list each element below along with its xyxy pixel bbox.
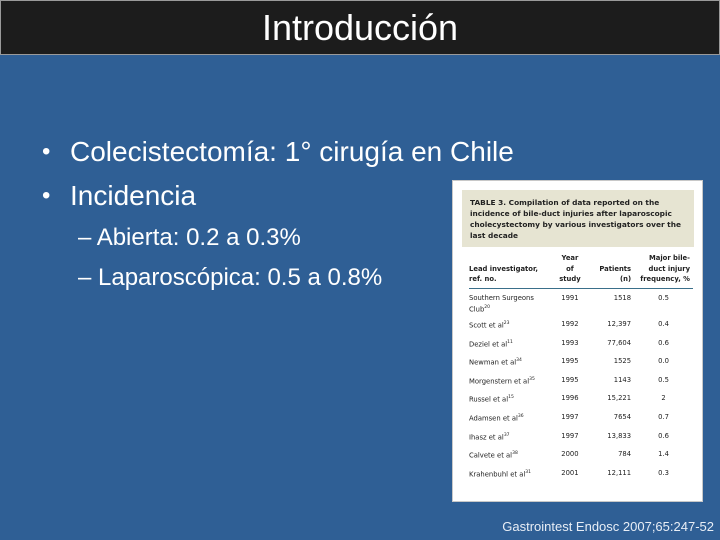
cell-year-text: 2001 [561, 468, 579, 477]
cell-year [554, 445, 586, 464]
reference-number: 15 [508, 395, 514, 401]
cell-injury-frequency [634, 315, 693, 334]
table-caption: TABLE 3. Compilation of data reported on the incidence of bile-duct injuries after laparoscopic cholecystectomy by various investigators over the last decade [462, 190, 694, 247]
table-row [469, 315, 693, 334]
cell-lead-investigator [469, 352, 554, 371]
reference-number: 23 [503, 321, 510, 326]
reference-number: 36 [517, 413, 524, 419]
cell-patients-text: 77,604 [607, 338, 632, 347]
cell-year [554, 315, 586, 334]
cell-patients-text: 12,397 [607, 320, 632, 328]
reference-number: 31 [525, 469, 531, 475]
cell-injury-frequency-text: 0.5 [658, 375, 669, 384]
cell-patients [586, 315, 634, 334]
cell-injury-frequency-text: 0.5 [658, 293, 669, 302]
bullet-dot-icon: • [42, 138, 51, 165]
bile-duct-injury-table [469, 253, 693, 482]
sub-bullet-laparoscopic: – Laparoscópica: 0.5 a 0.8% [78, 264, 383, 291]
cell-injury-frequency [634, 464, 693, 483]
cell-year-text: 1995 [561, 375, 579, 384]
table-row [469, 371, 693, 390]
cell-injury-frequency [634, 445, 693, 464]
cell-patients-text: 13,833 [607, 431, 632, 440]
table-header-row [469, 253, 693, 288]
data-table-image [452, 180, 703, 502]
cell-lead-investigator-text: Deziel et al [469, 339, 508, 348]
cell-lead-investigator-text: Calvete et al [469, 451, 513, 460]
cell-patients [586, 389, 634, 408]
cell-year [554, 464, 586, 483]
cell-lead-investigator-text: Scott et al [469, 321, 504, 330]
table-row [469, 334, 693, 353]
cell-injury-frequency-text: 0.0 [658, 357, 669, 366]
cell-lead-investigator-text: Adamsen et al [469, 414, 518, 423]
cell-injury-frequency-text: 0.4 [658, 320, 669, 328]
reference-number: 20 [484, 304, 490, 310]
cell-lead-investigator [469, 371, 554, 390]
cell-patients [586, 352, 634, 371]
cell-injury-frequency [634, 389, 693, 408]
table-row [469, 352, 693, 371]
cell-injury-frequency-text: 0.7 [658, 412, 669, 421]
cell-injury-frequency-text: 1.4 [658, 450, 669, 459]
cell-patients-text: 7654 [613, 412, 632, 421]
cell-lead-investigator [469, 288, 554, 315]
cell-patients [586, 445, 634, 464]
cell-injury-frequency [634, 408, 693, 427]
cell-lead-investigator [469, 408, 554, 427]
cell-year [554, 408, 586, 427]
cell-lead-investigator [469, 445, 554, 464]
cell-patients [586, 334, 634, 353]
cell-year [554, 389, 586, 408]
cell-year-text: 1993 [561, 338, 579, 347]
cell-year-text: 1995 [561, 357, 579, 366]
sub-bullet-open: – Abierta: 0.2 a 0.3% [78, 224, 301, 251]
cell-injury-frequency [634, 427, 693, 446]
cell-injury-frequency-text: 0.6 [658, 431, 669, 440]
cell-patients-text: 1143 [613, 375, 632, 384]
cell-lead-investigator-text: Morgenstern et al [469, 377, 530, 386]
cell-lead-investigator-text: Newman et al [469, 358, 517, 367]
reference-number: 37 [503, 432, 510, 438]
table-row [469, 427, 693, 446]
table-row [469, 464, 693, 483]
cell-year [554, 288, 586, 315]
header-lead-investigator: Lead investigator, ref. no. [469, 253, 554, 288]
header-injury-frequency: Major bile-duct injury frequency, % [634, 253, 693, 288]
cell-year-text: 1992 [561, 320, 579, 328]
cell-patients [586, 288, 634, 315]
cell-year-text: 1997 [561, 412, 579, 421]
table-row [469, 408, 693, 427]
cell-patients-text: 1525 [613, 357, 632, 366]
cell-injury-frequency-text: 0.3 [658, 468, 669, 477]
cell-lead-investigator [469, 334, 554, 353]
cell-injury-frequency [634, 334, 693, 353]
cell-patients-text: 15,221 [607, 394, 632, 403]
reference-number: 34 [516, 358, 522, 364]
cell-year-text: 1996 [561, 394, 579, 403]
cell-patients [586, 464, 634, 483]
cell-lead-investigator-text: Ihasz et al [469, 432, 504, 441]
slide-title: Introducción [261, 6, 459, 48]
cell-injury-frequency [634, 371, 693, 390]
table-row [469, 288, 693, 315]
cell-year-text: 2000 [561, 450, 579, 459]
bullet-text: Colecistectomía: 1° cirugía en Chile [70, 136, 514, 167]
reference-number: 11 [507, 339, 513, 345]
table-row [469, 445, 693, 464]
bullet-text: Incidencia [70, 180, 197, 211]
bullet-dot-icon: • [42, 182, 51, 209]
cell-year [554, 371, 586, 390]
cell-patients [586, 408, 634, 427]
slide-title-bar [0, 0, 720, 55]
cell-lead-investigator-text: Southern Surgeons Club [469, 293, 534, 313]
cell-patients [586, 427, 634, 446]
cell-year-text: 1997 [561, 431, 579, 440]
cell-lead-investigator-text: Krahenbuhl et al [469, 470, 526, 479]
header-year: Year of study [554, 253, 586, 288]
cell-lead-investigator [469, 315, 554, 334]
cell-year [554, 352, 586, 371]
bullet-item [42, 130, 602, 174]
cell-lead-investigator-text: Russel et al [469, 395, 509, 404]
header-patients: Patients (n) [586, 253, 634, 288]
cell-injury-frequency-text: 0.6 [658, 338, 669, 347]
citation: Gastrointest Endosc 2007;65:247-52 [502, 519, 714, 534]
cell-injury-frequency [634, 352, 693, 371]
cell-lead-investigator [469, 389, 554, 408]
cell-year-text: 1991 [561, 293, 579, 302]
cell-patients [586, 371, 634, 390]
cell-patients-text: 12,111 [607, 468, 632, 477]
cell-injury-frequency-text: 2 [661, 394, 666, 403]
reference-number: 38 [512, 451, 518, 457]
reference-number: 35 [529, 376, 535, 382]
cell-patients-text: 1518 [613, 293, 632, 302]
cell-lead-investigator [469, 427, 554, 446]
cell-injury-frequency [634, 288, 693, 315]
cell-year [554, 334, 586, 353]
cell-patients-text: 784 [618, 450, 632, 459]
table-row [469, 389, 693, 408]
cell-lead-investigator [469, 464, 554, 483]
cell-year [554, 427, 586, 446]
